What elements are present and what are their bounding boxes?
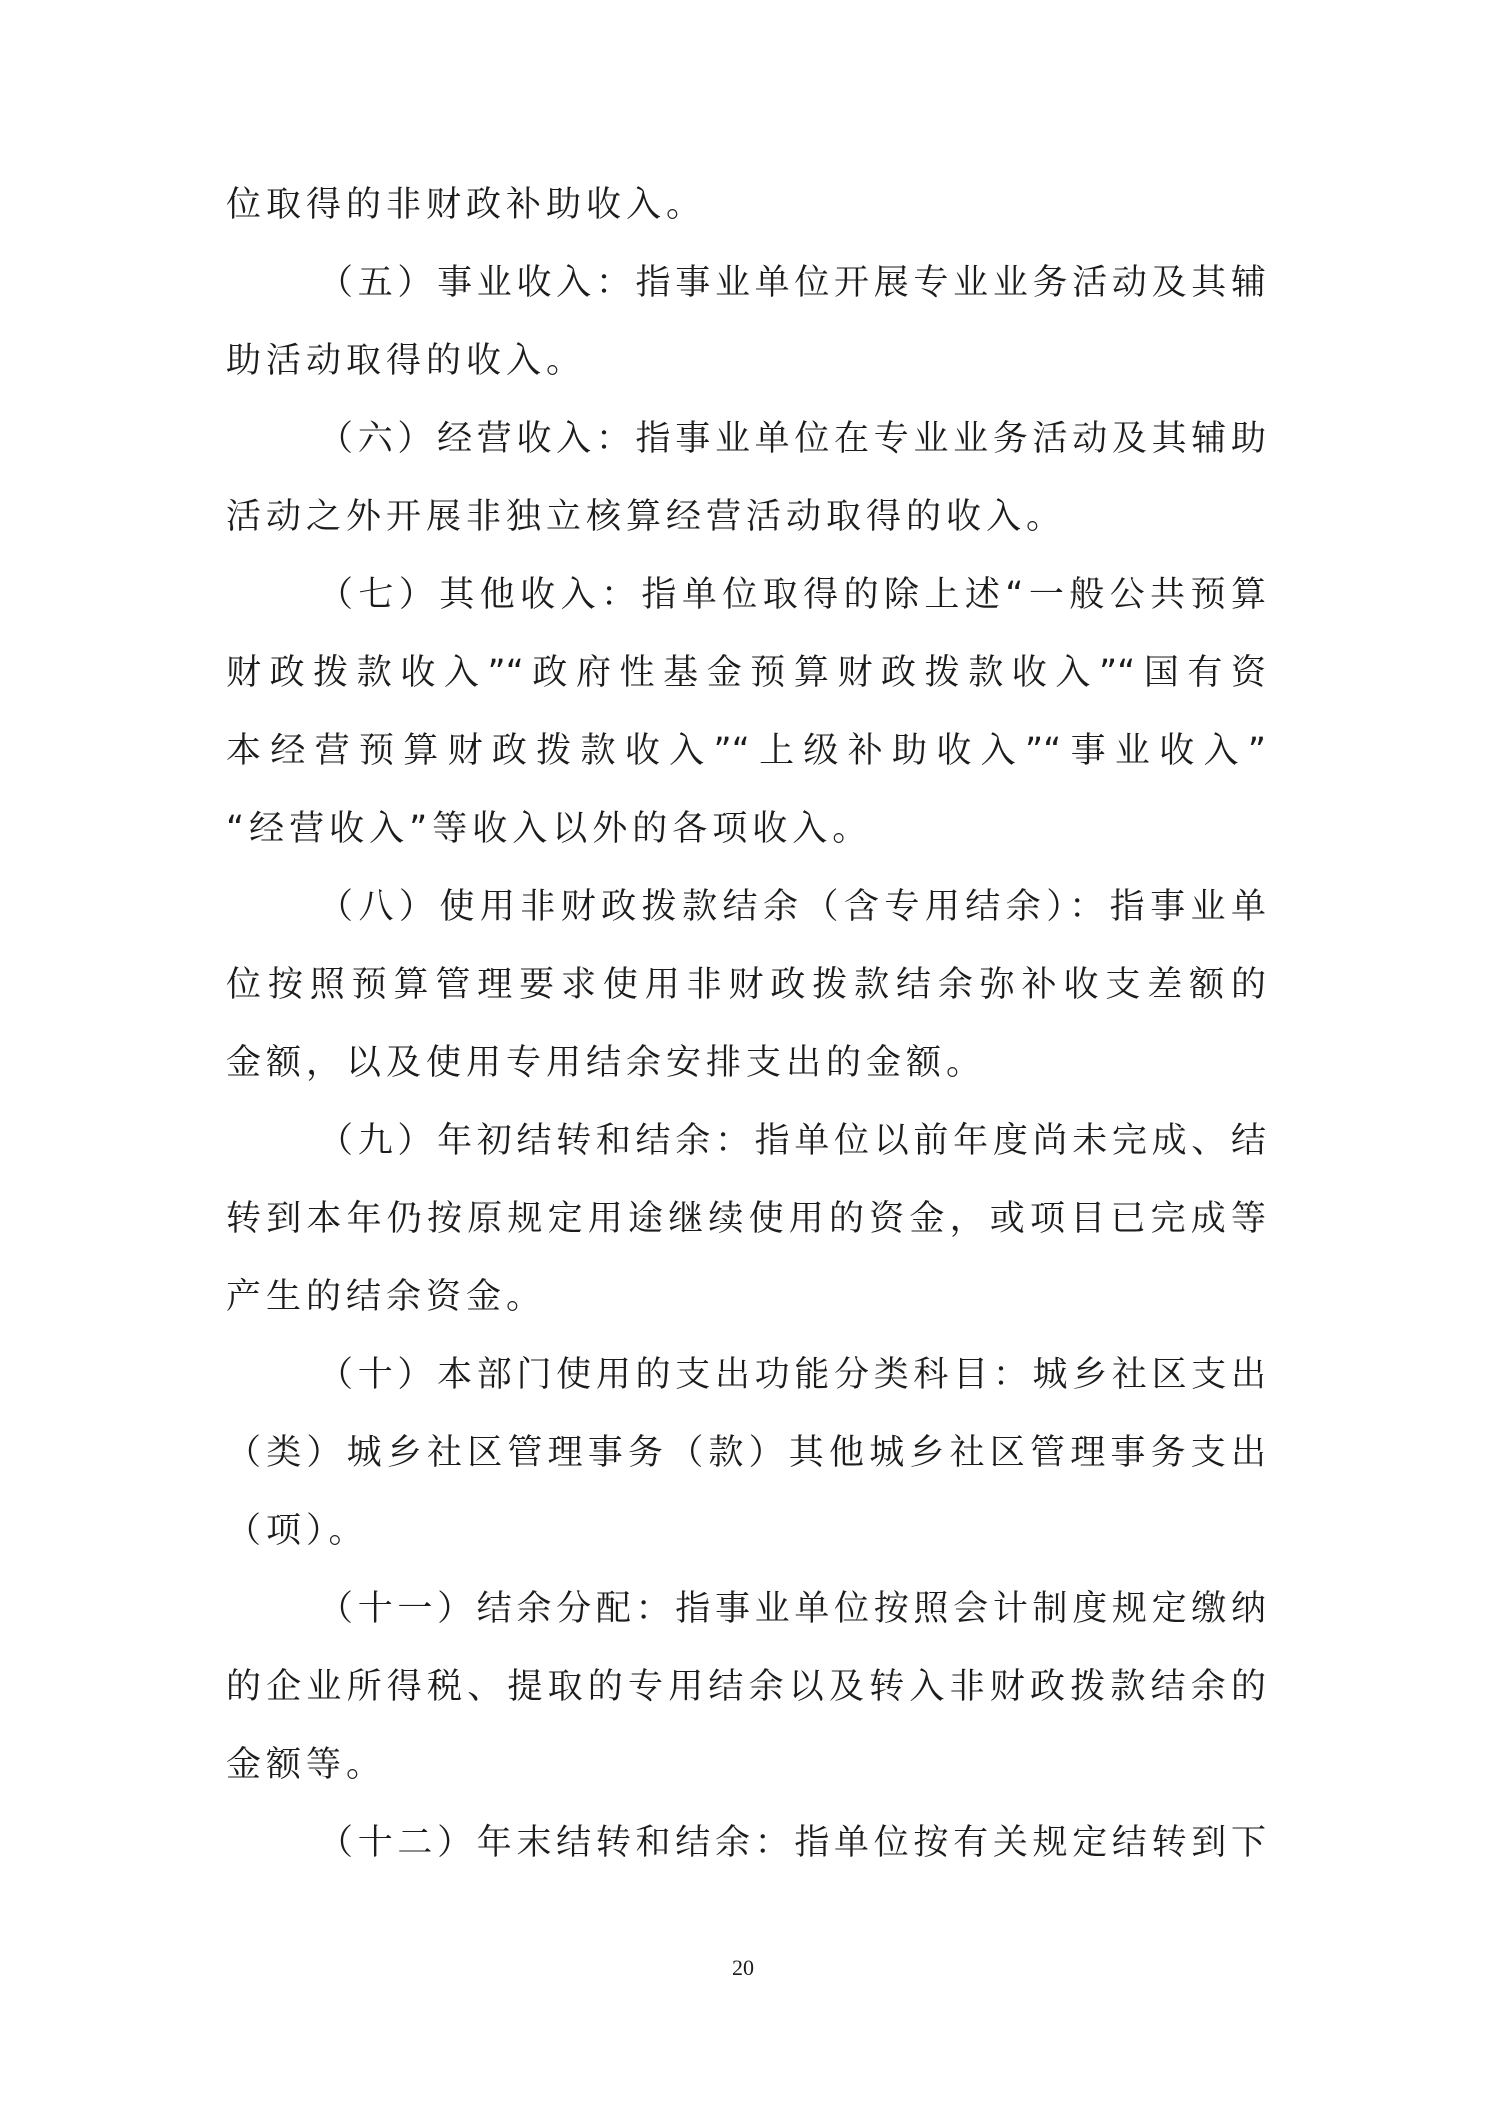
text-line: （十一）结余分配：指事业单位按照会计制度规定缴纳 <box>318 1589 1266 1629</box>
text-line: 活动之外开展非独立核算经营活动取得的收入。 <box>226 497 1067 537</box>
text-line: （项）。 <box>226 1511 369 1551</box>
text-line: 财政拨款收入”“政府性基金预算财政拨款收入”“国有资 <box>226 653 1266 693</box>
text-line: 金额，以及使用专用结余安排支出的金额。 <box>226 1043 987 1083</box>
text-line: 金额等。 <box>226 1745 387 1785</box>
text-line: 产生的结余资金。 <box>226 1277 547 1317</box>
text-line: （八）使用非财政拨款结余（含专用结余）：指事业单 <box>318 887 1266 927</box>
text-line: 本经营预算财政拨款收入”“上级补助收入”“事业收入” <box>226 731 1266 771</box>
text-line: 位取得的非财政补助收入。 <box>226 185 707 225</box>
text-line: 的企业所得税、提取的专用结余以及转入非财政拨款结余的 <box>226 1667 1266 1707</box>
text-line: （十）本部门使用的支出功能分类科目：城乡社区支出 <box>318 1355 1266 1395</box>
text-line: 助活动取得的收入。 <box>226 341 587 381</box>
text-line: 转到本年仍按原规定用途继续使用的资金，或项目已完成等 <box>226 1199 1266 1239</box>
text-line: 位按照预算管理要求使用非财政拨款结余弥补收支差额的 <box>226 965 1266 1005</box>
text-line: “经营收入”等收入以外的各项收入。 <box>226 809 873 849</box>
text-line: （十二）年末结转和结余：指单位按有关规定结转到下 <box>318 1823 1266 1863</box>
page-number: 20 <box>732 1955 754 1980</box>
text-line: （六）经营收入：指事业单位在专业业务活动及其辅助 <box>318 419 1266 459</box>
text-line: （五）事业收入：指事业单位开展专业业务活动及其辅 <box>318 263 1266 303</box>
text-line: （七）其他收入：指单位取得的除上述“一般公共预算 <box>318 575 1266 615</box>
text-line: （类）城乡社区管理事务（款）其他城乡社区管理事务支出 <box>226 1433 1266 1473</box>
text-line: （九）年初结转和结余：指单位以前年度尚未完成、结 <box>318 1121 1266 1161</box>
